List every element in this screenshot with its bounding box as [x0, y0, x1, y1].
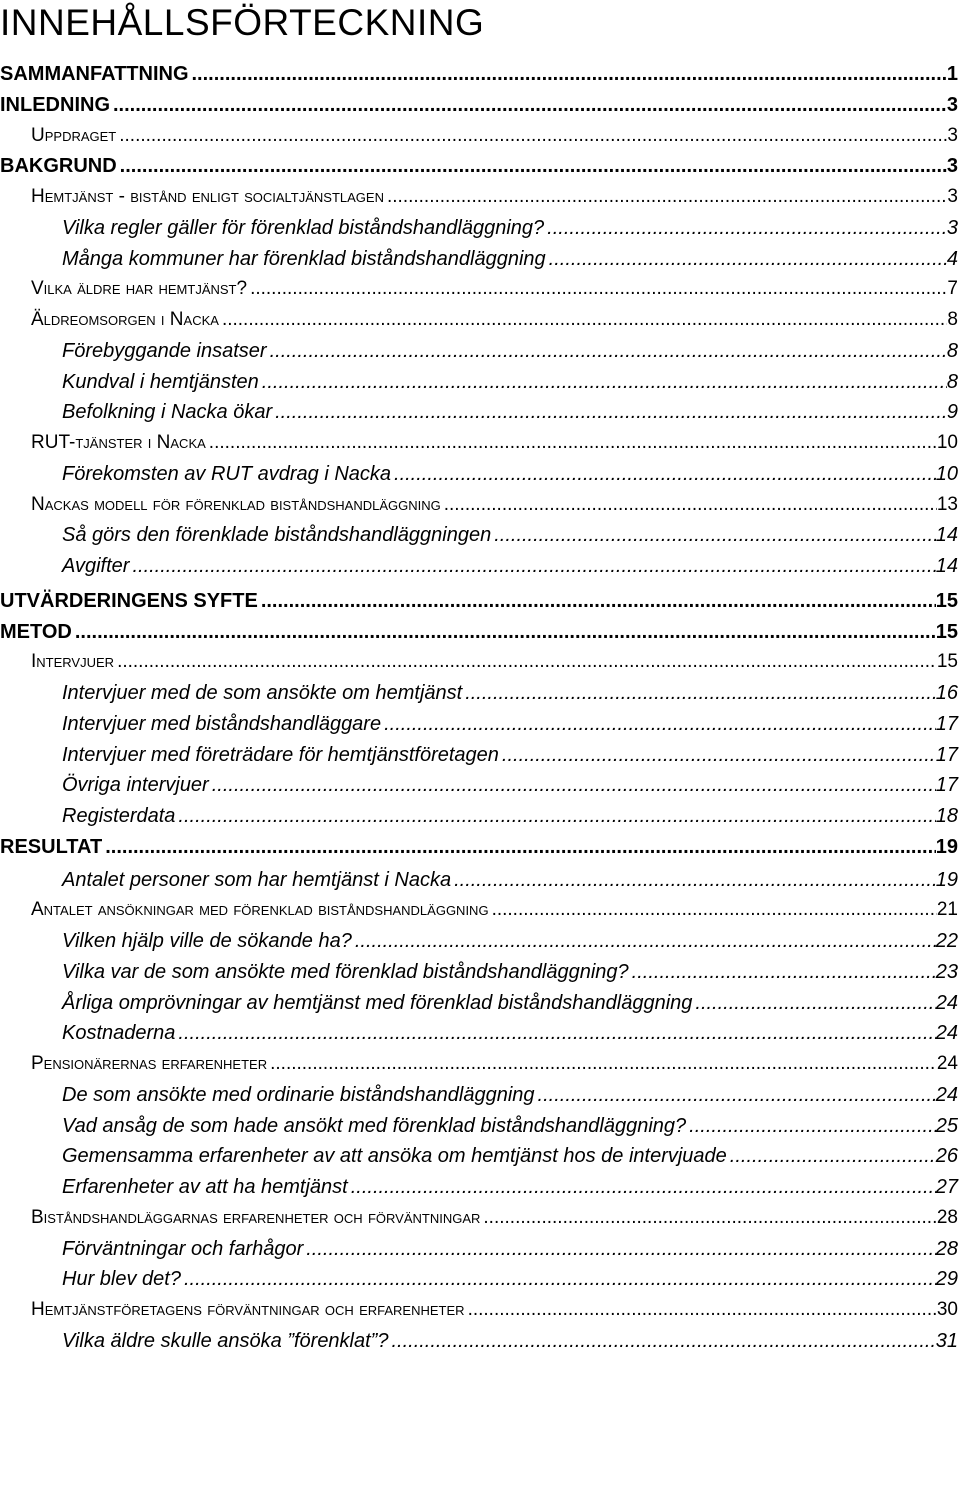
toc-dot-leader: [116, 126, 947, 145]
toc-entry-label: Många kommuner har förenklad biståndshandläggning: [62, 247, 546, 270]
toc-entry[interactable]: [31, 495, 958, 514]
toc-entry-label: Äldreomsorgen i Nacka: [31, 309, 219, 330]
toc-entry-label: Nackas modell för förenklad biståndshandläggning: [31, 493, 441, 515]
toc-entry[interactable]: [62, 249, 958, 269]
toc-entry-page-number: 19: [935, 868, 958, 891]
toc-entry-label: Intervjuer med biståndshandläggare: [62, 712, 382, 735]
toc-entry-label: Vilken hjälp ville de sökande ha?: [62, 930, 352, 952]
toc-entry[interactable]: [62, 683, 958, 703]
toc-entry-label: Biståndshandläggarnas erfarenheter och förväntningar: [31, 1206, 481, 1228]
toc-entry-label: SAMMANFATTNING: [0, 63, 189, 85]
toc-entry[interactable]: [0, 622, 958, 642]
toc-title: INNEHÅLLSFÖRTECKNING: [0, 2, 485, 43]
toc-entry-page-number: 4: [946, 247, 958, 270]
toc-entry[interactable]: [62, 714, 958, 734]
toc-dot-leader: [727, 1146, 936, 1166]
toc-dot-leader: [72, 622, 936, 642]
toc-entry-page-number: 13: [936, 493, 958, 515]
toc-dot-leader: [465, 1300, 937, 1319]
toc-entry-page-number: 8: [947, 309, 958, 330]
toc-dot-leader: [102, 837, 936, 857]
toc-dot-leader: [129, 556, 935, 576]
toc-entry-page-number: 19: [935, 835, 958, 858]
toc-entry-label: Antalet ansökningar med förenklad biståndshandläggning: [31, 899, 489, 921]
toc-entry-page-number: 17: [935, 774, 958, 797]
toc-dot-leader: [451, 870, 936, 890]
toc-entry-page-number: 10: [936, 432, 958, 453]
toc-entry-page-number: 25: [935, 1114, 958, 1137]
toc-entry-page-number: 27: [935, 1176, 958, 1198]
toc-entry-page-number: 28: [936, 1206, 958, 1228]
toc-entry-label: Så görs den förenklade biståndshandläggningen: [62, 524, 492, 547]
toc-entry[interactable]: [62, 931, 958, 951]
toc-entry-page-number: 24: [935, 1083, 958, 1106]
toc-entry-label: Årliga omprövningar av hemtjänst med förenklad biståndshandläggning: [62, 991, 693, 1014]
toc-entry-page-number: 17: [935, 712, 958, 735]
toc-dot-leader: [110, 95, 947, 115]
toc-entry-page-number: 24: [935, 1022, 958, 1045]
toc-dot-leader: [489, 900, 937, 919]
toc-entry[interactable]: [62, 1269, 958, 1289]
toc-entry-label: Antalet personer som har hemtjänst i Nacka: [62, 868, 452, 891]
toc-entry-page-number: 3: [946, 93, 958, 116]
toc-entry[interactable]: [62, 464, 958, 484]
toc-dot-leader: [499, 745, 936, 765]
toc-entry[interactable]: [0, 837, 958, 857]
toc-dot-leader: [114, 652, 937, 671]
toc-dot-leader: [189, 64, 947, 84]
toc-entry-page-number: 3: [946, 155, 958, 178]
toc-dot-leader: [352, 931, 936, 951]
toc-dot-leader: [259, 372, 947, 392]
toc-entry-page-number: 28: [935, 1237, 958, 1260]
toc-entry-label: BAKGRUND: [0, 155, 117, 178]
toc-entry-label: Övriga intervjuer: [62, 774, 209, 797]
toc-dot-leader: [692, 993, 935, 1013]
toc-entry-label: Vad ansåg de som hade ansökt med förenklad biståndshandläggning?: [62, 1114, 687, 1137]
toc-entry-label: Kostnaderna: [62, 1022, 176, 1045]
toc-entry-label: METOD: [0, 620, 72, 643]
toc-dot-leader: [181, 1269, 936, 1289]
toc-entry-label: Vilka äldre har hemtjänst?: [31, 278, 248, 300]
toc-dot-leader: [267, 1054, 937, 1073]
toc-entry[interactable]: [62, 402, 958, 422]
toc-dot-leader: [384, 187, 947, 206]
toc-dot-leader: [247, 279, 947, 298]
toc-entry-page-number: 3: [947, 186, 958, 207]
toc-entry-label: Pensionärernas erfarenheter: [31, 1053, 268, 1074]
toc-entry-label: Vilka äldre skulle ansöka ”förenklat”?: [62, 1329, 389, 1352]
toc-entry[interactable]: [62, 218, 958, 238]
toc-entry-label: Hemtjänstföretagens förväntningar och erfarenheter: [31, 1299, 465, 1320]
toc-entry-label: Kundval i hemtjänsten: [62, 370, 259, 393]
toc-entry-label: RUT-tjänster i Nacka: [31, 432, 206, 453]
toc-dot-leader: [258, 591, 936, 611]
toc-entry-page-number: 16: [935, 682, 958, 704]
toc-dot-leader: [686, 1116, 936, 1136]
toc-entry[interactable]: [62, 993, 958, 1013]
toc-dot-leader: [391, 464, 936, 484]
toc-entry-page-number: 23: [935, 960, 958, 983]
toc-entry-label: Hur blev det?: [62, 1268, 181, 1291]
toc-entry[interactable]: [62, 1085, 958, 1105]
toc-entry-label: De som ansökte med ordinarie biståndshandläggning: [62, 1083, 535, 1106]
toc-dot-leader: [441, 495, 937, 514]
toc-entry-page-number: 3: [947, 124, 958, 146]
toc-entry-label: Förebyggande insatser: [62, 339, 267, 362]
toc-dot-leader: [175, 1023, 935, 1043]
toc-entry-page-number: 14: [935, 524, 958, 547]
toc-entry-label: Hemtjänst - bistånd enligt socialtjänstlagen: [31, 186, 384, 207]
toc-entry-page-number: 24: [936, 1053, 958, 1074]
toc-entry[interactable]: [31, 900, 958, 919]
toc-entry[interactable]: [62, 341, 958, 361]
toc-dot-leader: [348, 1177, 936, 1197]
toc-entry[interactable]: [62, 1239, 958, 1259]
toc-dot-leader: [629, 962, 936, 982]
toc-entry[interactable]: [62, 962, 958, 982]
toc-entry-label: Gemensamma erfarenheter av att ansöka om hemtjänst hos de intervjuade: [62, 1145, 727, 1168]
toc-entry-label: UTVÄRDERINGENS SYFTE: [0, 589, 258, 612]
toc-entry-label: Vilka regler gäller för förenklad biståndshandläggning?: [62, 216, 545, 239]
toc-entry-label: Intervjuer med företrädare för hemtjänstföretagen: [62, 743, 499, 766]
toc-entry-page-number: 8: [946, 339, 958, 362]
toc-entry[interactable]: [62, 1116, 958, 1136]
toc-dot-leader: [206, 433, 937, 452]
toc-entry[interactable]: [62, 1331, 958, 1351]
toc-entry[interactable]: [62, 1023, 958, 1043]
toc-entry[interactable]: [31, 1054, 958, 1073]
toc-dot-leader: [175, 806, 935, 826]
toc-dot-leader: [272, 402, 947, 422]
toc-entry-page-number: 26: [935, 1145, 958, 1168]
toc-entry-page-number: 17: [935, 743, 958, 766]
toc-entry[interactable]: [62, 806, 958, 826]
toc-entry-label: Intervjuer: [31, 651, 115, 673]
toc-dot-leader: [303, 1239, 936, 1259]
toc-entry-label: Vilka var de som ansökte med förenklad biståndshandläggning?: [62, 960, 629, 983]
toc-entry-label: Förekomsten av RUT avdrag i Nacka: [62, 462, 392, 485]
toc-dot-leader: [388, 1331, 935, 1351]
toc-dot-leader: [546, 249, 947, 269]
toc-entry[interactable]: [31, 1208, 958, 1227]
toc-entry[interactable]: [62, 556, 958, 576]
toc-entry-page-number: 8: [946, 370, 958, 393]
toc-entry-label: Registerdata: [62, 805, 176, 827]
toc-dot-leader: [267, 341, 947, 361]
toc-dot-leader: [491, 525, 936, 545]
toc-dot-leader: [219, 310, 947, 329]
toc-entry[interactable]: [0, 95, 958, 115]
toc-entry-page-number: 22: [935, 930, 958, 952]
toc-entry-page-number: 29: [935, 1268, 958, 1291]
toc-entry-page-number: 7: [947, 278, 958, 300]
toc-entry[interactable]: [31, 1300, 958, 1319]
toc-entry-page-number: 21: [936, 899, 958, 921]
toc-dot-leader: [462, 683, 936, 703]
toc-entry-page-number: 3: [946, 216, 958, 239]
toc-entry-page-number: 1: [946, 63, 958, 85]
toc-entry[interactable]: [62, 525, 958, 545]
toc-entry-page-number: 31: [935, 1329, 958, 1352]
toc-entry[interactable]: [0, 64, 958, 84]
toc-dot-leader: [209, 775, 936, 795]
toc-dot-leader: [544, 218, 947, 238]
toc-entry[interactable]: [31, 433, 958, 452]
toc-entry[interactable]: [62, 775, 958, 795]
toc-entry[interactable]: [62, 1146, 958, 1166]
toc-entry-label: RESULTAT: [0, 835, 103, 858]
toc-dot-leader: [480, 1208, 936, 1227]
toc-entry-label: Befolkning i Nacka ökar: [62, 401, 273, 424]
toc-dot-leader: [117, 156, 947, 176]
toc-entry-label: Uppdraget: [31, 124, 117, 146]
toc-entry[interactable]: [31, 310, 958, 329]
toc-dot-leader: [381, 714, 936, 734]
toc-entry-page-number: 9: [946, 401, 958, 424]
toc-entry-page-number: 24: [935, 991, 958, 1014]
toc-entry-page-number: 15: [935, 589, 958, 612]
toc-entry[interactable]: [62, 372, 958, 392]
toc-dot-leader: [535, 1085, 936, 1105]
toc-entry[interactable]: [62, 1177, 958, 1197]
toc-entry-page-number: 18: [935, 805, 958, 827]
toc-entry[interactable]: [31, 126, 958, 145]
toc-entry-page-number: 15: [935, 620, 958, 643]
toc-entry-label: Förväntningar och farhågor: [62, 1237, 304, 1260]
toc-entry[interactable]: [31, 652, 958, 671]
toc-entry[interactable]: [0, 591, 958, 611]
toc-entry-page-number: 15: [936, 651, 958, 673]
toc-entry[interactable]: [62, 870, 958, 890]
toc-entry[interactable]: [62, 745, 958, 765]
toc-entry-page-number: 14: [935, 555, 958, 577]
toc-entry[interactable]: [0, 156, 958, 176]
toc-entry-label: Avgifter: [62, 555, 130, 577]
toc-entry-label: Erfarenheter av att ha hemtjänst: [62, 1176, 348, 1198]
toc-entry-label: INLEDNING: [0, 93, 110, 116]
toc-entry[interactable]: [31, 279, 958, 298]
toc-entry[interactable]: [31, 187, 958, 206]
toc-entry-label: Intervjuer med de som ansökte om hemtjänst: [62, 682, 463, 704]
toc-entry-page-number: 30: [936, 1299, 958, 1320]
toc-entry-page-number: 10: [935, 462, 958, 485]
